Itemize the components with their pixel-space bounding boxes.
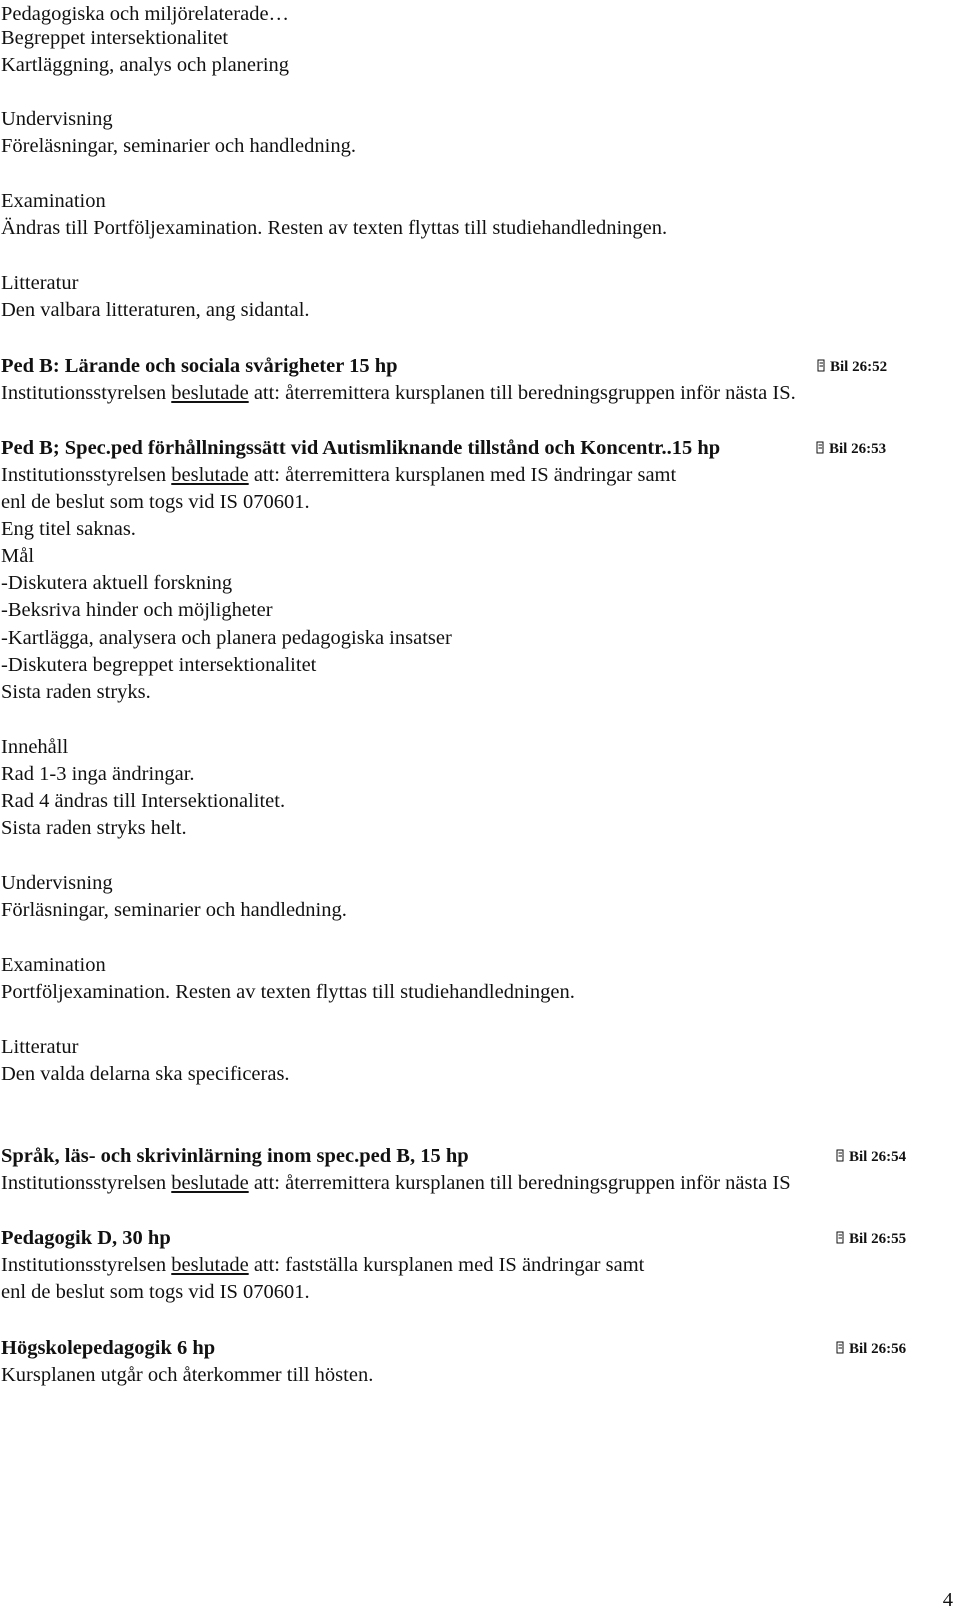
section-heading: Examination (1, 190, 106, 212)
text-line: Sista raden stryks. (1, 681, 151, 703)
attachment-label: Bil 26:56 (849, 1341, 907, 1357)
section-heading: Mål (1, 545, 35, 567)
decision-prefix: Institutionsstyrelsen (1, 1254, 172, 1276)
document-marker-icon (817, 359, 826, 373)
section-heading: Undervisning (1, 108, 113, 130)
attachment-reference (816, 435, 886, 463)
attachment-reference (836, 1225, 906, 1253)
course-title: Ped B: Lärande och sociala svårigheter 15 hp (1, 355, 398, 377)
decision-link[interactable]: beslutade (171, 1254, 249, 1276)
text-line: enl de beslut som togs vid IS 070601. (1, 491, 310, 513)
attachment-label: Bil 26:53 (829, 441, 887, 457)
attachment-reference (817, 353, 887, 381)
attachment-reference (836, 1335, 906, 1363)
attachment-label: Bil 26:55 (849, 1231, 907, 1247)
text-line: -Kartlägga, analysera och planera pedagogiska insatser (1, 627, 452, 649)
text-line: Rad 4 ändras till Intersektionalitet. (1, 790, 286, 812)
decision-link[interactable]: beslutade (171, 464, 249, 486)
section-heading: Litteratur (1, 272, 79, 294)
course-title: Språk, läs- och skrivinlärning inom spec.ped B, 15 hp (1, 1145, 469, 1167)
section-heading: Examination (1, 954, 106, 976)
text-line: Sista raden stryks helt. (1, 817, 187, 839)
text-line: Föreläsningar, seminarier och handledning. (1, 135, 356, 157)
text-line: Eng titel saknas. (1, 518, 136, 540)
decision-line (1, 379, 796, 407)
decision-link[interactable]: beslutade (171, 382, 249, 404)
text-line: Den valbara litteraturen, ang sidantal. (1, 299, 310, 321)
decision-link[interactable]: beslutade (171, 1172, 249, 1194)
decision-text: att: fastställa kursplanen med IS ändringar samt (248, 1254, 645, 1276)
text-line: Kursplanen utgår och återkommer till hösten. (1, 1364, 374, 1386)
text-line: Ändras till Portföljexamination. Resten av texten flyttas till studiehandledningen. (1, 217, 668, 239)
decision-prefix: Institutionsstyrelsen (1, 1172, 172, 1194)
attachment-reference (836, 1143, 906, 1171)
text-line: Pedagogiska och miljörelaterade… (1, 3, 290, 25)
text-line: Förläsningar, seminarier och handledning. (1, 899, 347, 921)
decision-prefix: Institutionsstyrelsen (1, 464, 172, 486)
text-line: Portföljexamination. Resten av texten flyttas till studiehandledningen. (1, 981, 575, 1003)
decision-text: att: återremittera kursplanen till beredningsgruppen inför nästa IS (248, 1172, 791, 1194)
text-line: Kartläggning, analys och planering (1, 54, 290, 76)
text-line: Begreppet intersektionalitet (1, 27, 229, 49)
decision-line (1, 1251, 644, 1279)
attachment-label: Bil 26:52 (830, 359, 888, 375)
page-number: 4 (942, 1589, 953, 1611)
text-line: enl de beslut som togs vid IS 070601. (1, 1281, 310, 1303)
decision-prefix: Institutionsstyrelsen (1, 382, 172, 404)
document-marker-icon (836, 1231, 845, 1245)
course-title: Pedagogik D, 30 hp (1, 1227, 171, 1249)
text-line: -Diskutera aktuell forskning (1, 572, 233, 594)
attachment-label: Bil 26:54 (849, 1149, 907, 1165)
document-marker-icon (836, 1341, 845, 1355)
document-marker-icon (816, 441, 825, 455)
text-line: Rad 1-3 inga ändringar. (1, 763, 195, 785)
document-marker-icon (836, 1149, 845, 1163)
decision-text: att: återremittera kursplanen med IS ändringar samt (248, 464, 677, 486)
decision-line (1, 1169, 791, 1197)
text-line: Den valda delarna ska specificeras. (1, 1063, 290, 1085)
text-line: -Diskutera begreppet intersektionalitet (1, 654, 317, 676)
decision-line (1, 461, 676, 489)
section-heading: Innehåll (1, 736, 69, 758)
section-heading: Undervisning (1, 872, 113, 894)
course-title: Högskolepedagogik 6 hp (1, 1337, 216, 1359)
decision-text: att: återremittera kursplanen till beredningsgruppen inför nästa IS. (248, 382, 796, 404)
course-title: Ped B; Spec.ped förhållningssätt vid Autismliknande tillstånd och Koncentr..15 hp (1, 437, 721, 459)
text-line: -Beksriva hinder och möjligheter (1, 599, 273, 621)
section-heading: Litteratur (1, 1036, 79, 1058)
